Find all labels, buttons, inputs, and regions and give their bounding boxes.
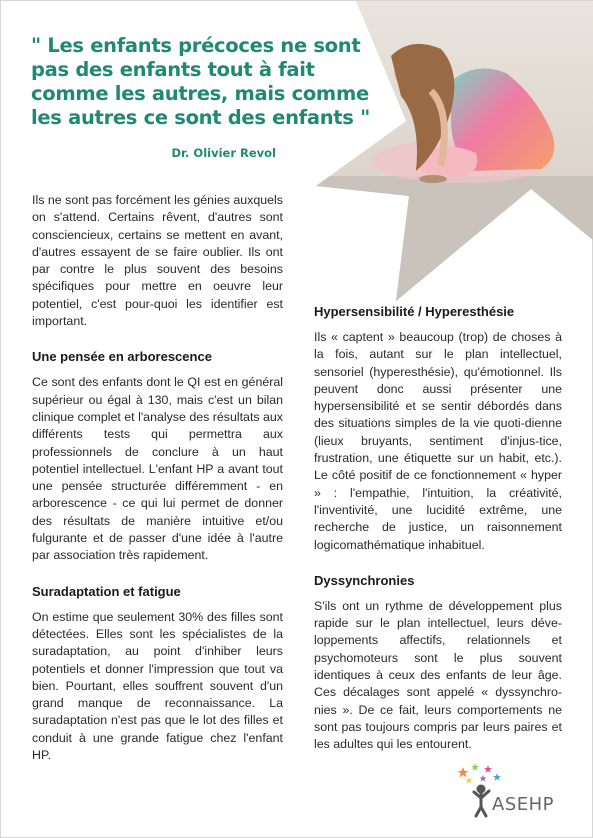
section-heading-hypersensibilite: Hypersensibilité / Hyperesthésie	[314, 304, 515, 319]
section-body-arborescence: Ce sont des enfants dont le QI est en général supérieur ou égal à 130, mais c'est un bilan clinique complet et l'analyse des résultats aux différents tests qui permettra aux professionnels de conclure à un haut potentiel intellectuel. L'enfant HP a avant tout une pensée structurée différemment - en arborescence - ce qui lui permet de donner des résultats de manière intuitive et/ou fulgurante et de passer d'une idée à l'autre par association très rapidement.	[32, 375, 284, 563]
section-heading-arborescence: Une pensée en arborescence	[32, 349, 212, 365]
intro-paragraph: Ils ne sont pas forcément les génies auxquels on s'attend. Certains rêvent, d'autres sont consciencieux, certains se mettent en avant, d'autres essayent de se faire oublier. Ils ont par contre le plus souvent des besoins spécifiques pour mettre en oeuvre leur potentiel, c'est pour-quoi les identifier est important.	[32, 193, 283, 329]
section-body-hypersensibilite: Ils « captent » beaucoup (trop) de choses à la fois, autant sur le plan intellectuel, sensoriel (hyperesthésie), qu'émotionnel. Ils peuvent donc aussi présenter une hypersensibilité et se sentir débordés dans des situations simples de la vie quoti-dienne (lieux bruyants, sentiment d'injus-tice, frustration, une étiquette sur un habit, etc.). Le côté positif de ce fonctionnement « hyper » : l'empathie, l'intuition, la créativité, l'inventivité, une lucidité extrême, une recherche de justice, un raisonnement logicomathématique inhabituel.	[314, 330, 562, 552]
section-heading-dyssynchronies: Dyssynchronies	[314, 572, 415, 588]
section-heading-suradaptation: Suradaptation et fatigue	[32, 583, 181, 599]
right-column	[314, 303, 562, 754]
left-column	[32, 192, 283, 764]
asehp-logo-text: ASEHP	[492, 794, 555, 815]
page-title-quote: " Les enfants précoces ne sont pas des enfants tout à fait comme les autres, mais comme les autres ce sont des enfants "	[31, 34, 370, 129]
section-body-dyssynchronies: S'ils ont un rythme de développement plus rapide sur le plan intellectuel, leurs déve-loppements affectifs, relationnels et psychomoteurs sont le plus souvent identiques à ceux des enfants de leur âge. Ces décalages sont appelé « dyssynchro-nies ». De ce fait, leurs comportements ne sont pas toujours compris par leurs paires et les adultes qui les entourent.	[314, 598, 562, 752]
section-body-suradaptation: On estime que seulement 30% des filles sont détectées. Elles sont les spécialistes de la suradaptation, au point d'inhiber leurs potentiels et donner l'impression que tout va bien. Pourtant, elles souffrent souvent d'un grand manque de reconnaissance. La suradaptation n'est pas que le lot des filles et conduit à une grande fatigue chez l'enfant HP.	[32, 609, 283, 763]
quote-author: Dr. Olivier Revol	[171, 146, 276, 160]
